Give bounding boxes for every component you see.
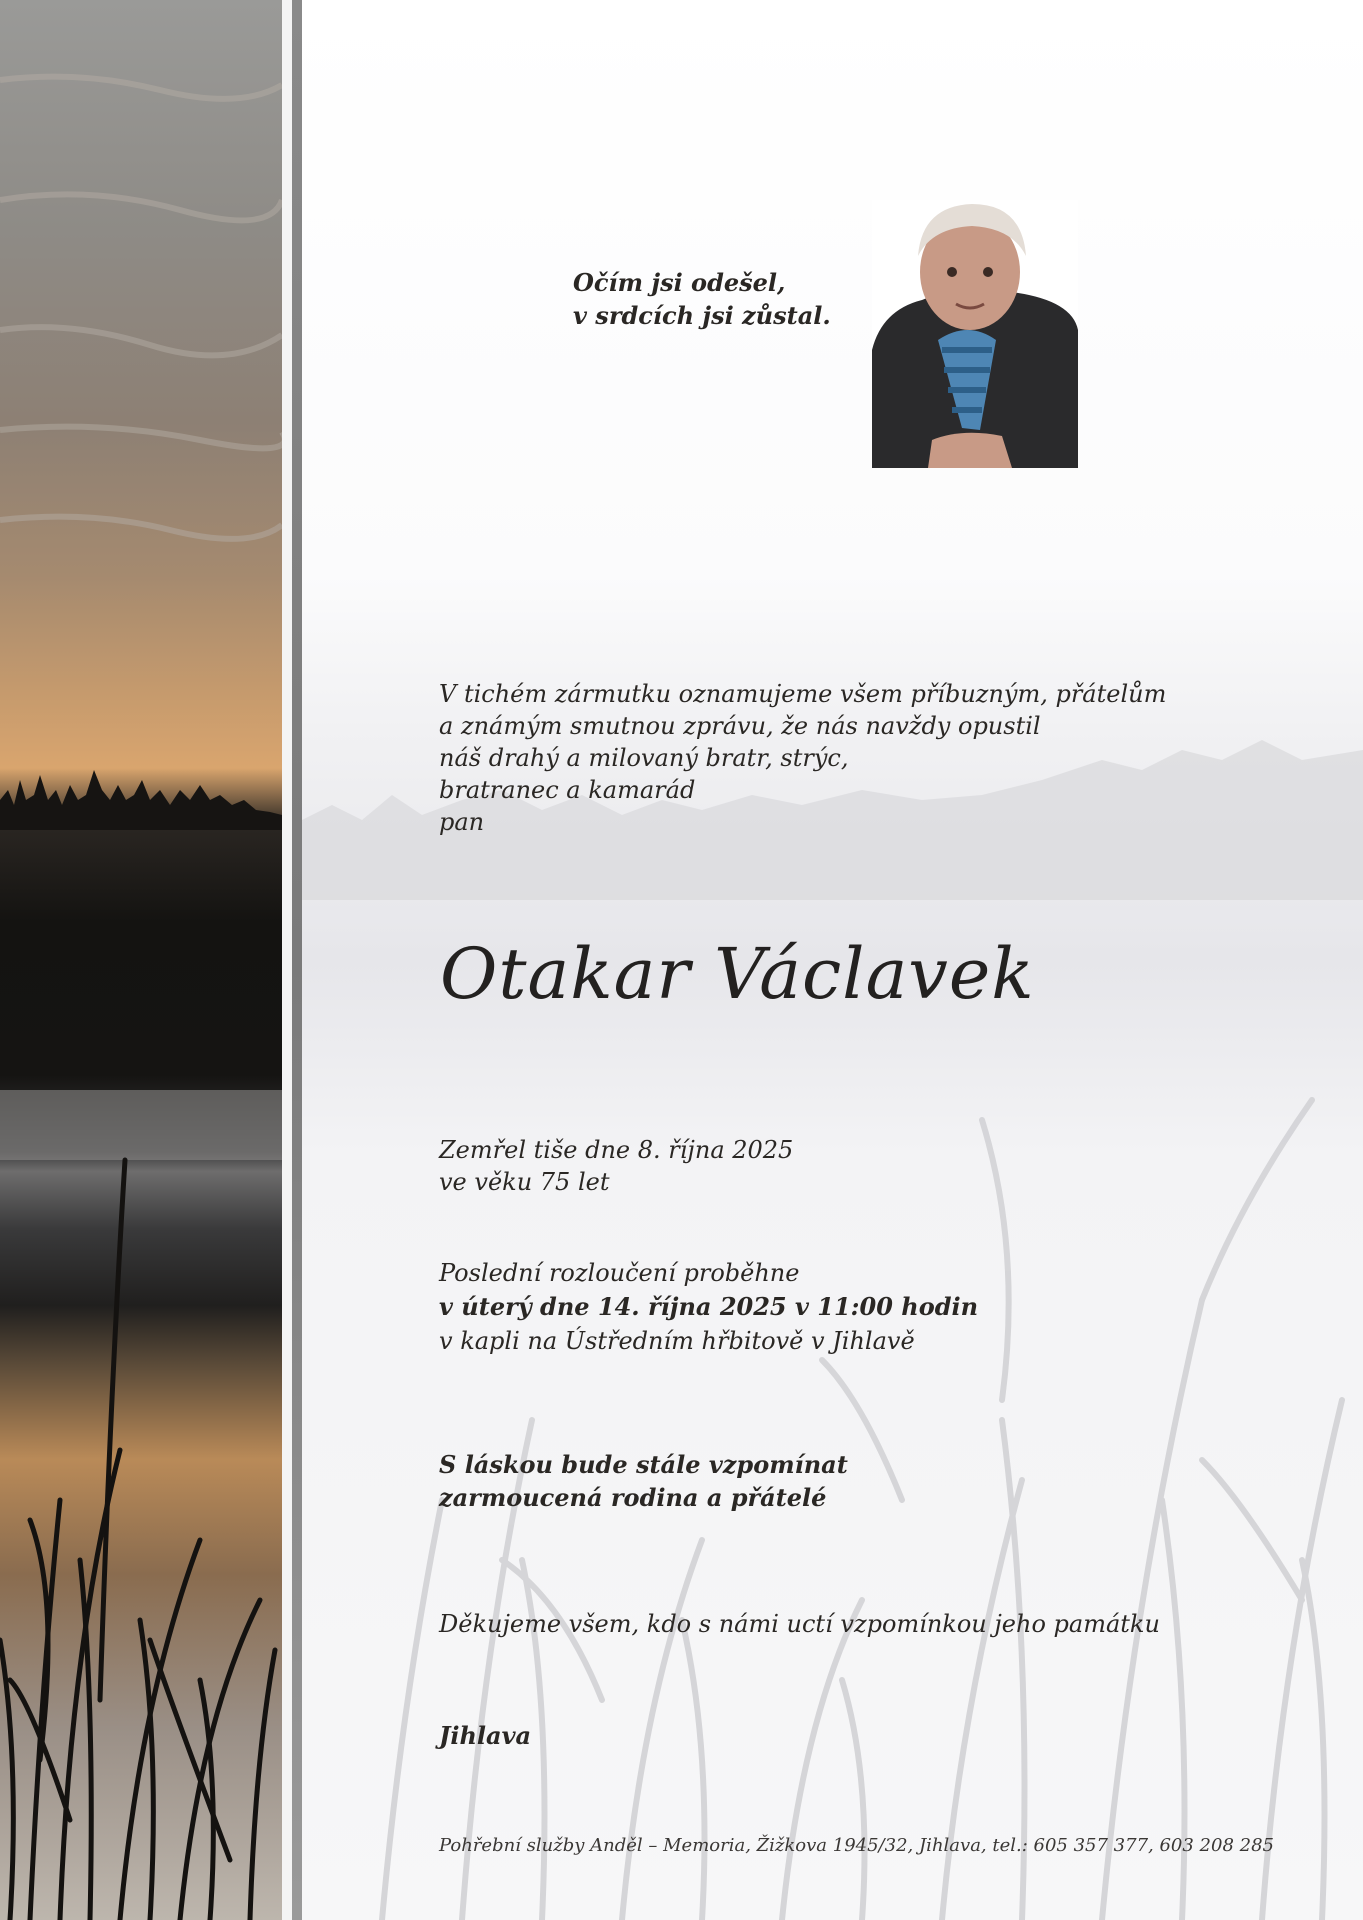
announcement-text — [439, 678, 1166, 838]
motto-line-1: Očím jsi odešel, — [573, 268, 786, 297]
funeral-service-footer: Pohřební služby Anděl – Memoria, Žižkova 1945/32, Jihlava, tel.: 605 357 377, 603 208 285 — [439, 1835, 1274, 1856]
thanks-note: Děkujeme všem, kdo s námi uctí vzpomínkou jeho památku — [439, 1610, 1160, 1638]
landscape-photo-strip — [0, 0, 282, 1920]
announcement-line-5: pan — [439, 808, 485, 836]
divider-stripe-gray — [292, 0, 302, 1920]
city-name: Jihlava — [439, 1721, 532, 1750]
funeral-location: v kapli na Ústředním hřbitově v Jihlavě — [439, 1327, 915, 1355]
lake-sunset-illustration — [0, 0, 282, 1920]
death-details — [439, 1134, 793, 1198]
family-signature — [439, 1448, 848, 1514]
announcement-line-1: V tichém zármutku oznamujeme všem příbuzným, přátelům — [439, 680, 1167, 708]
funeral-intro-line: Poslední rozloučení proběhne — [439, 1259, 800, 1287]
motto-verse — [573, 266, 831, 332]
announcement-line-4: bratranec a kamarád — [439, 776, 696, 804]
age-line: ve věku 75 let — [439, 1168, 610, 1196]
funeral-details — [439, 1256, 978, 1358]
announcement-line-2: a známým smutnou zprávu, že nás navždy opustil — [439, 712, 1041, 740]
announcement-line-3: náš drahý a milovaný bratr, strýc, — [439, 744, 849, 772]
divider-stripe-white — [282, 0, 292, 1920]
portrait-image — [872, 200, 1078, 468]
funeral-date-time: v úterý dne 14. října 2025 v 11:00 hodin — [439, 1292, 979, 1321]
family-line-2: zarmoucená rodina a přátelé — [439, 1483, 827, 1512]
motto-line-2: v srdcích jsi zůstal. — [573, 301, 831, 330]
deceased-name: Otakar Václavek — [440, 933, 1035, 1015]
death-date-line: Zemřel tiše dne 8. října 2025 — [439, 1136, 794, 1164]
family-line-1: S láskou bude stále vzpomínat — [439, 1450, 848, 1479]
deceased-portrait — [872, 200, 1078, 468]
